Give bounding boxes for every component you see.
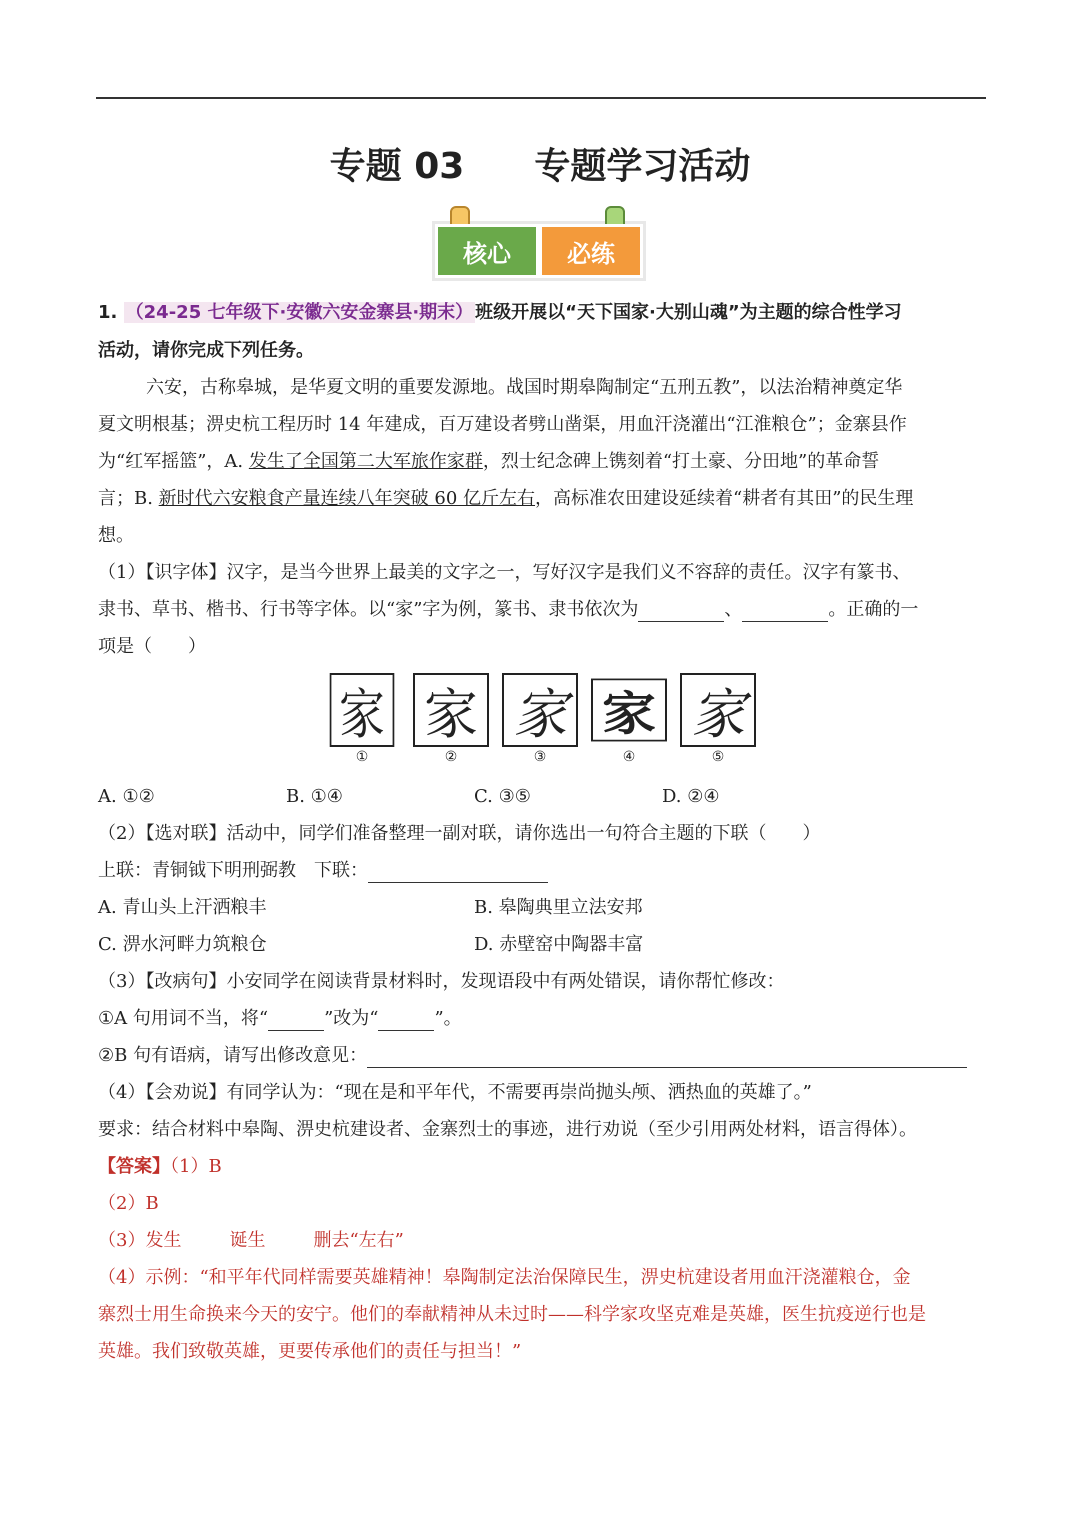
sub2-line: 上联：青铜钺下明刑弼教 下联： — [98, 859, 548, 883]
question-stem-line2: 活动，请你完成下列任务。 — [98, 340, 314, 361]
answer-line: （4）示例：“和平年代同样需要英雄精神！皋陶制定法治保障民生，淠史杭建设者用血汗浇灌粮仓，金 — [98, 1267, 911, 1288]
answer-blank[interactable] — [378, 1012, 434, 1031]
passage-line: 想。 — [98, 525, 134, 546]
passage-line: 夏文明根基；淠史杭工程历时 14 年建成，百万建设者劈山凿渠，用血汗浇灌出“江淮粮仓”；金寨县作 — [98, 414, 907, 435]
answer-line: （3）发生 诞生 删去“左右” — [98, 1230, 404, 1251]
glyph-sample: 家 ④ — [591, 673, 667, 765]
core-practice-badge — [435, 224, 643, 278]
question-stem-line1: 1. （24-25 七年级下·安徽六安金寨县·期末） 班级开展以“天下国家·大别山魂”为主题的综合性学习 — [98, 302, 902, 323]
sub1-line: （1）【识字体】汉字，是当今世界上最美的文字之一，写好汉字是我们义不容辞的责任。汉字有篆书、 — [98, 562, 911, 583]
badge-right: 必练 — [539, 224, 643, 278]
sub2-line: （2）【选对联】活动中，同学们准备整理一副对联，请你选出一句符合主题的下联（ ） — [98, 823, 821, 844]
sub3-line: ①A 句用词不当，将“ ”改为“ ”。 — [98, 1008, 462, 1029]
calligraphy-samples — [324, 673, 756, 765]
answer-blank[interactable] — [742, 603, 828, 622]
option-a[interactable]: A. 青山头上汗洒粮丰 — [98, 897, 267, 918]
answer-blank[interactable] — [638, 603, 724, 622]
sub3-line: （3）【改病句】小安同学在阅读背景材料时，发现语段中有两处错误，请你帮忙修改： — [98, 971, 785, 992]
glyph-sample: 家 ③ — [502, 673, 578, 765]
glyph-sample: 家 ① — [324, 673, 400, 765]
glyph-sample: 家 ⑤ — [680, 673, 756, 765]
header-rule — [96, 97, 986, 99]
sub4-line: （4）【会劝说】有同学认为：“现在是和平年代，不需要再崇尚抛头颅、洒热血的英雄了。” — [98, 1082, 812, 1103]
topic-name: 专题学习活动 — [534, 146, 751, 187]
answer-blank[interactable] — [367, 1049, 967, 1068]
page-title — [0, 138, 1080, 189]
option-d[interactable]: D. ②④ — [662, 786, 720, 807]
answer-blank[interactable] — [268, 1012, 324, 1031]
option-d[interactable]: D. 赤壁窑中陶器丰富 — [474, 934, 644, 955]
answer-blank[interactable] — [368, 864, 548, 883]
answer-line: 寨烈士用生命换来今天的安宁。他们的奉献精神从未过时——科学家攻坚克难是英雄，医生抗疫逆行也是 — [98, 1304, 926, 1325]
sentence-b: 新时代六安粮食产量连续八年突破 60 亿斤左右 — [158, 488, 536, 509]
passage-line: 六安，古称皋城，是华夏文明的重要发源地。战国时期皋陶制定“五刑五教”，以法治精神奠定华 — [146, 377, 903, 398]
sub3-line: ②B 句有语病，请写出修改意见： — [98, 1044, 967, 1068]
answer-line: 英雄。我们致敬英雄，更要传承他们的责任与担当！” — [98, 1341, 522, 1362]
sub4-line: 要求：结合材料中皋陶、淠史杭建设者、金寨烈士的事迹，进行劝说（至少引用两处材料，语言得体）。 — [98, 1119, 917, 1140]
option-c[interactable]: C. 淠水河畔力筑粮仓 — [98, 934, 267, 955]
option-c[interactable]: C. ③⑤ — [474, 786, 531, 807]
glyph-sample: 家 ② — [413, 673, 489, 765]
topic-number: 专题 03 — [329, 146, 465, 187]
option-b[interactable]: B. 皋陶典里立法安邦 — [474, 897, 643, 918]
option-a[interactable]: A. ①② — [98, 786, 155, 807]
sentence-a: 发生了全国第二大军旅作家群 — [248, 451, 483, 472]
question-source: （24-25 七年级下·安徽六安金寨县·期末） — [125, 302, 474, 323]
passage-line: 言；B. 新时代六安粮食产量连续八年突破 60 亿斤左右，高标准农田建设延续着“耕者有其田”的民生理 — [98, 488, 914, 509]
passage-line: 为“红军摇篮”，A. 发生了全国第二大军旅作家群，烈士纪念碑上镌刻着“打土豪、分田地”的革命誓 — [98, 451, 880, 472]
answer-line: （2）B — [98, 1193, 159, 1214]
answer-line: 【答案】（1）B — [98, 1156, 222, 1177]
option-b[interactable]: B. ①④ — [286, 786, 343, 807]
answer-label: 【答案】 — [98, 1156, 170, 1177]
sub1-line: 隶书、草书、楷书、行书等字体。以“家”字为例，篆书、隶书依次为 、 。正确的一 — [98, 599, 919, 620]
sub1-line: 项是（ ） — [98, 636, 206, 657]
badge-left: 核心 — [435, 224, 539, 278]
